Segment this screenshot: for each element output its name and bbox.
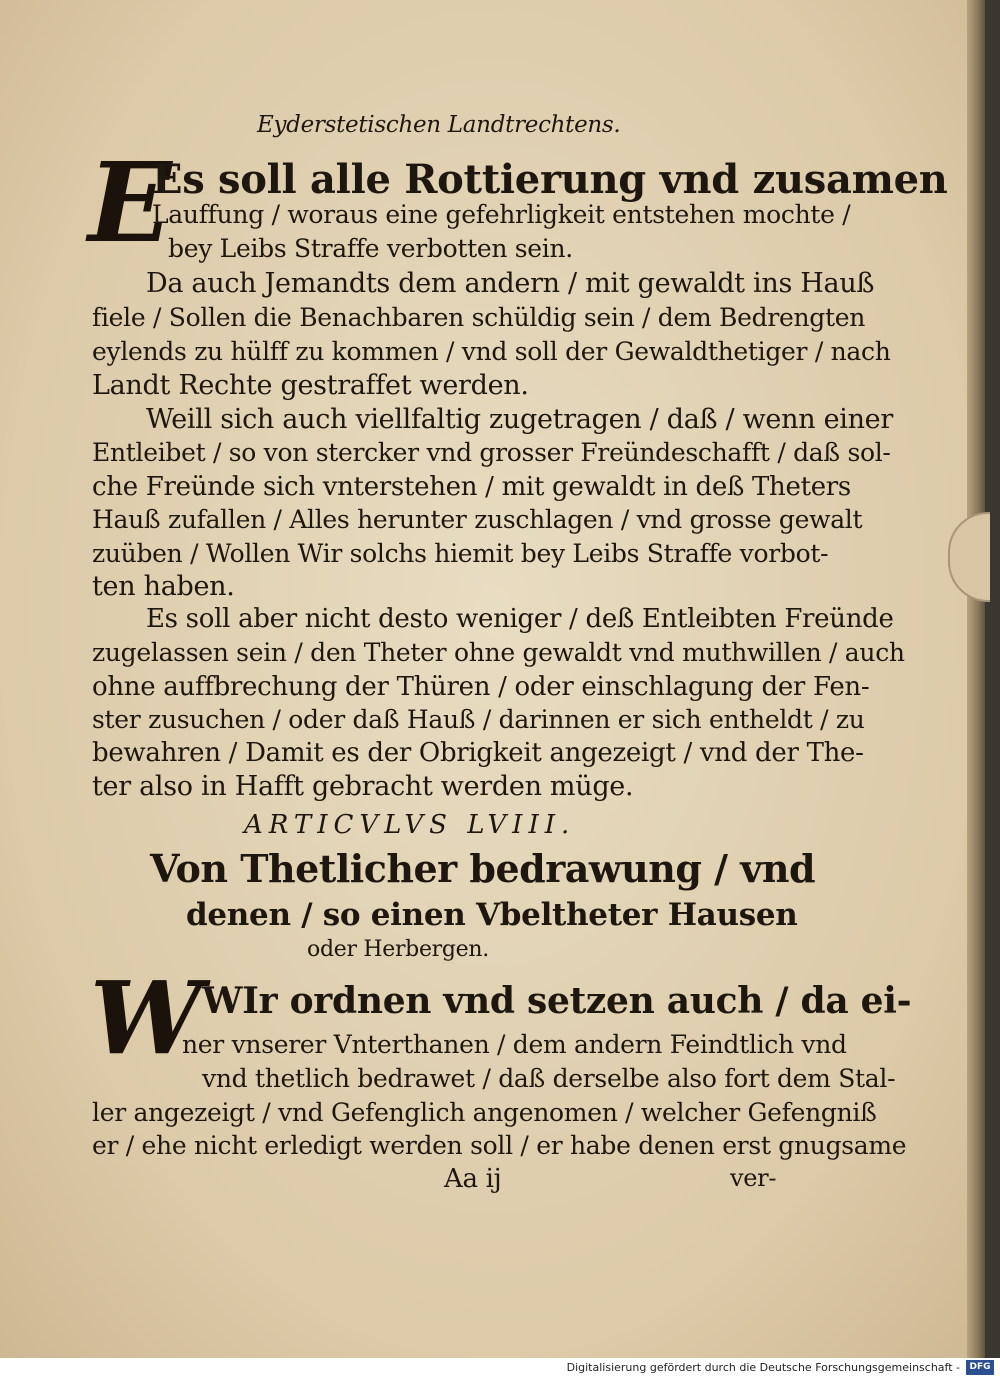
footer-credit: Digitalisierung gefördert durch die Deutsche Forschungsgemeinschaft - (566, 1361, 960, 1374)
article-heading: Von Thetlicher bedrawung / vnd (150, 846, 816, 891)
dfg-logo: DFG (966, 1360, 994, 1375)
text-line: ten haben. (92, 571, 235, 602)
text-line: ner vnserer Vnterthanen / dem andern Feindtlich vnd (182, 1030, 847, 1059)
text-line: Es soll alle Rottierung vnd zusamen (152, 156, 948, 203)
text-line: fiele / Sollen die Benachbaren schüldig sein / dem Bedrengten (92, 303, 866, 332)
text-line: ohne auffbrechung der Thüren / oder einschlagung der Fen- (92, 672, 870, 702)
article-heading-line-3: oder Herbergen. (307, 937, 489, 962)
signature-mark: Aa ij (444, 1164, 502, 1194)
scanner-tab (948, 512, 990, 602)
text-line: Lauffung / woraus eine gefehrligkeit entstehen mochte / (152, 200, 851, 229)
page-edge (967, 0, 985, 1358)
text-line: bewahren / Damit es der Obrigkeit angezeigt / vnd der The- (92, 738, 864, 768)
text-line: ler angezeigt / vnd Gefenglich angenomen / welcher Gefengniß (92, 1098, 877, 1127)
text-line: WIr ordnen vnd setzen auch / da ei- (202, 980, 912, 1022)
initial-capital-w: W (90, 959, 203, 1077)
text-line: ter also in Hafft gebracht werden müge. (92, 771, 634, 802)
text-line: ster zusuchen / oder daß Hauß / darinnen er sich entheldt / zu (92, 705, 865, 734)
text-line: zugelassen sein / den Theter ohne gewaldt vnd muthwillen / auch (92, 638, 905, 667)
text-line: Entleibet / so von stercker vnd grosser Freündeschafft / daß sol- (92, 438, 891, 467)
text-line: eylends zu hülff zu kommen / vnd soll der Gewaldthetiger / nach (92, 337, 891, 366)
footer-bar (0, 1358, 1000, 1379)
text-line: che Freünde sich vnterstehen / mit gewaldt in deß Theters (92, 472, 851, 502)
text-line: bey Leibs Straffe verbotten sein. (168, 234, 573, 263)
article-label: ARTICVLVS LVIII. (244, 810, 576, 840)
text-line: zuüben / Wollen Wir solchs hiemit bey Leibs Straffe vorbot- (92, 539, 829, 568)
text-line: er / ehe nicht erledigt werden soll / er habe denen erst gnugsame (92, 1131, 907, 1160)
running-head: Eyderstetischen Landtrechtens. (257, 112, 621, 138)
text-line: vnd thetlich bedrawet / daß derselbe also fort dem Stal- (202, 1064, 896, 1093)
article-heading-line-2: denen / so einen Vbeltheter Hausen (186, 897, 798, 933)
text-line: Da auch Jemandts dem andern / mit gewaldt ins Hauß (146, 268, 875, 299)
text-line: Hauß zufallen / Alles herunter zuschlagen / vnd grosse gewalt (92, 505, 863, 534)
initial-capital-e: E (88, 138, 172, 267)
text-line: Es soll aber nicht desto weniger / deß Entleibten Freünde (146, 604, 894, 634)
text-line: Weill sich auch viellfaltig zugetragen / daß / wenn einer (146, 404, 893, 435)
text-line: Landt Rechte gestraffet werden. (92, 370, 529, 401)
catchword: ver- (730, 1164, 777, 1192)
